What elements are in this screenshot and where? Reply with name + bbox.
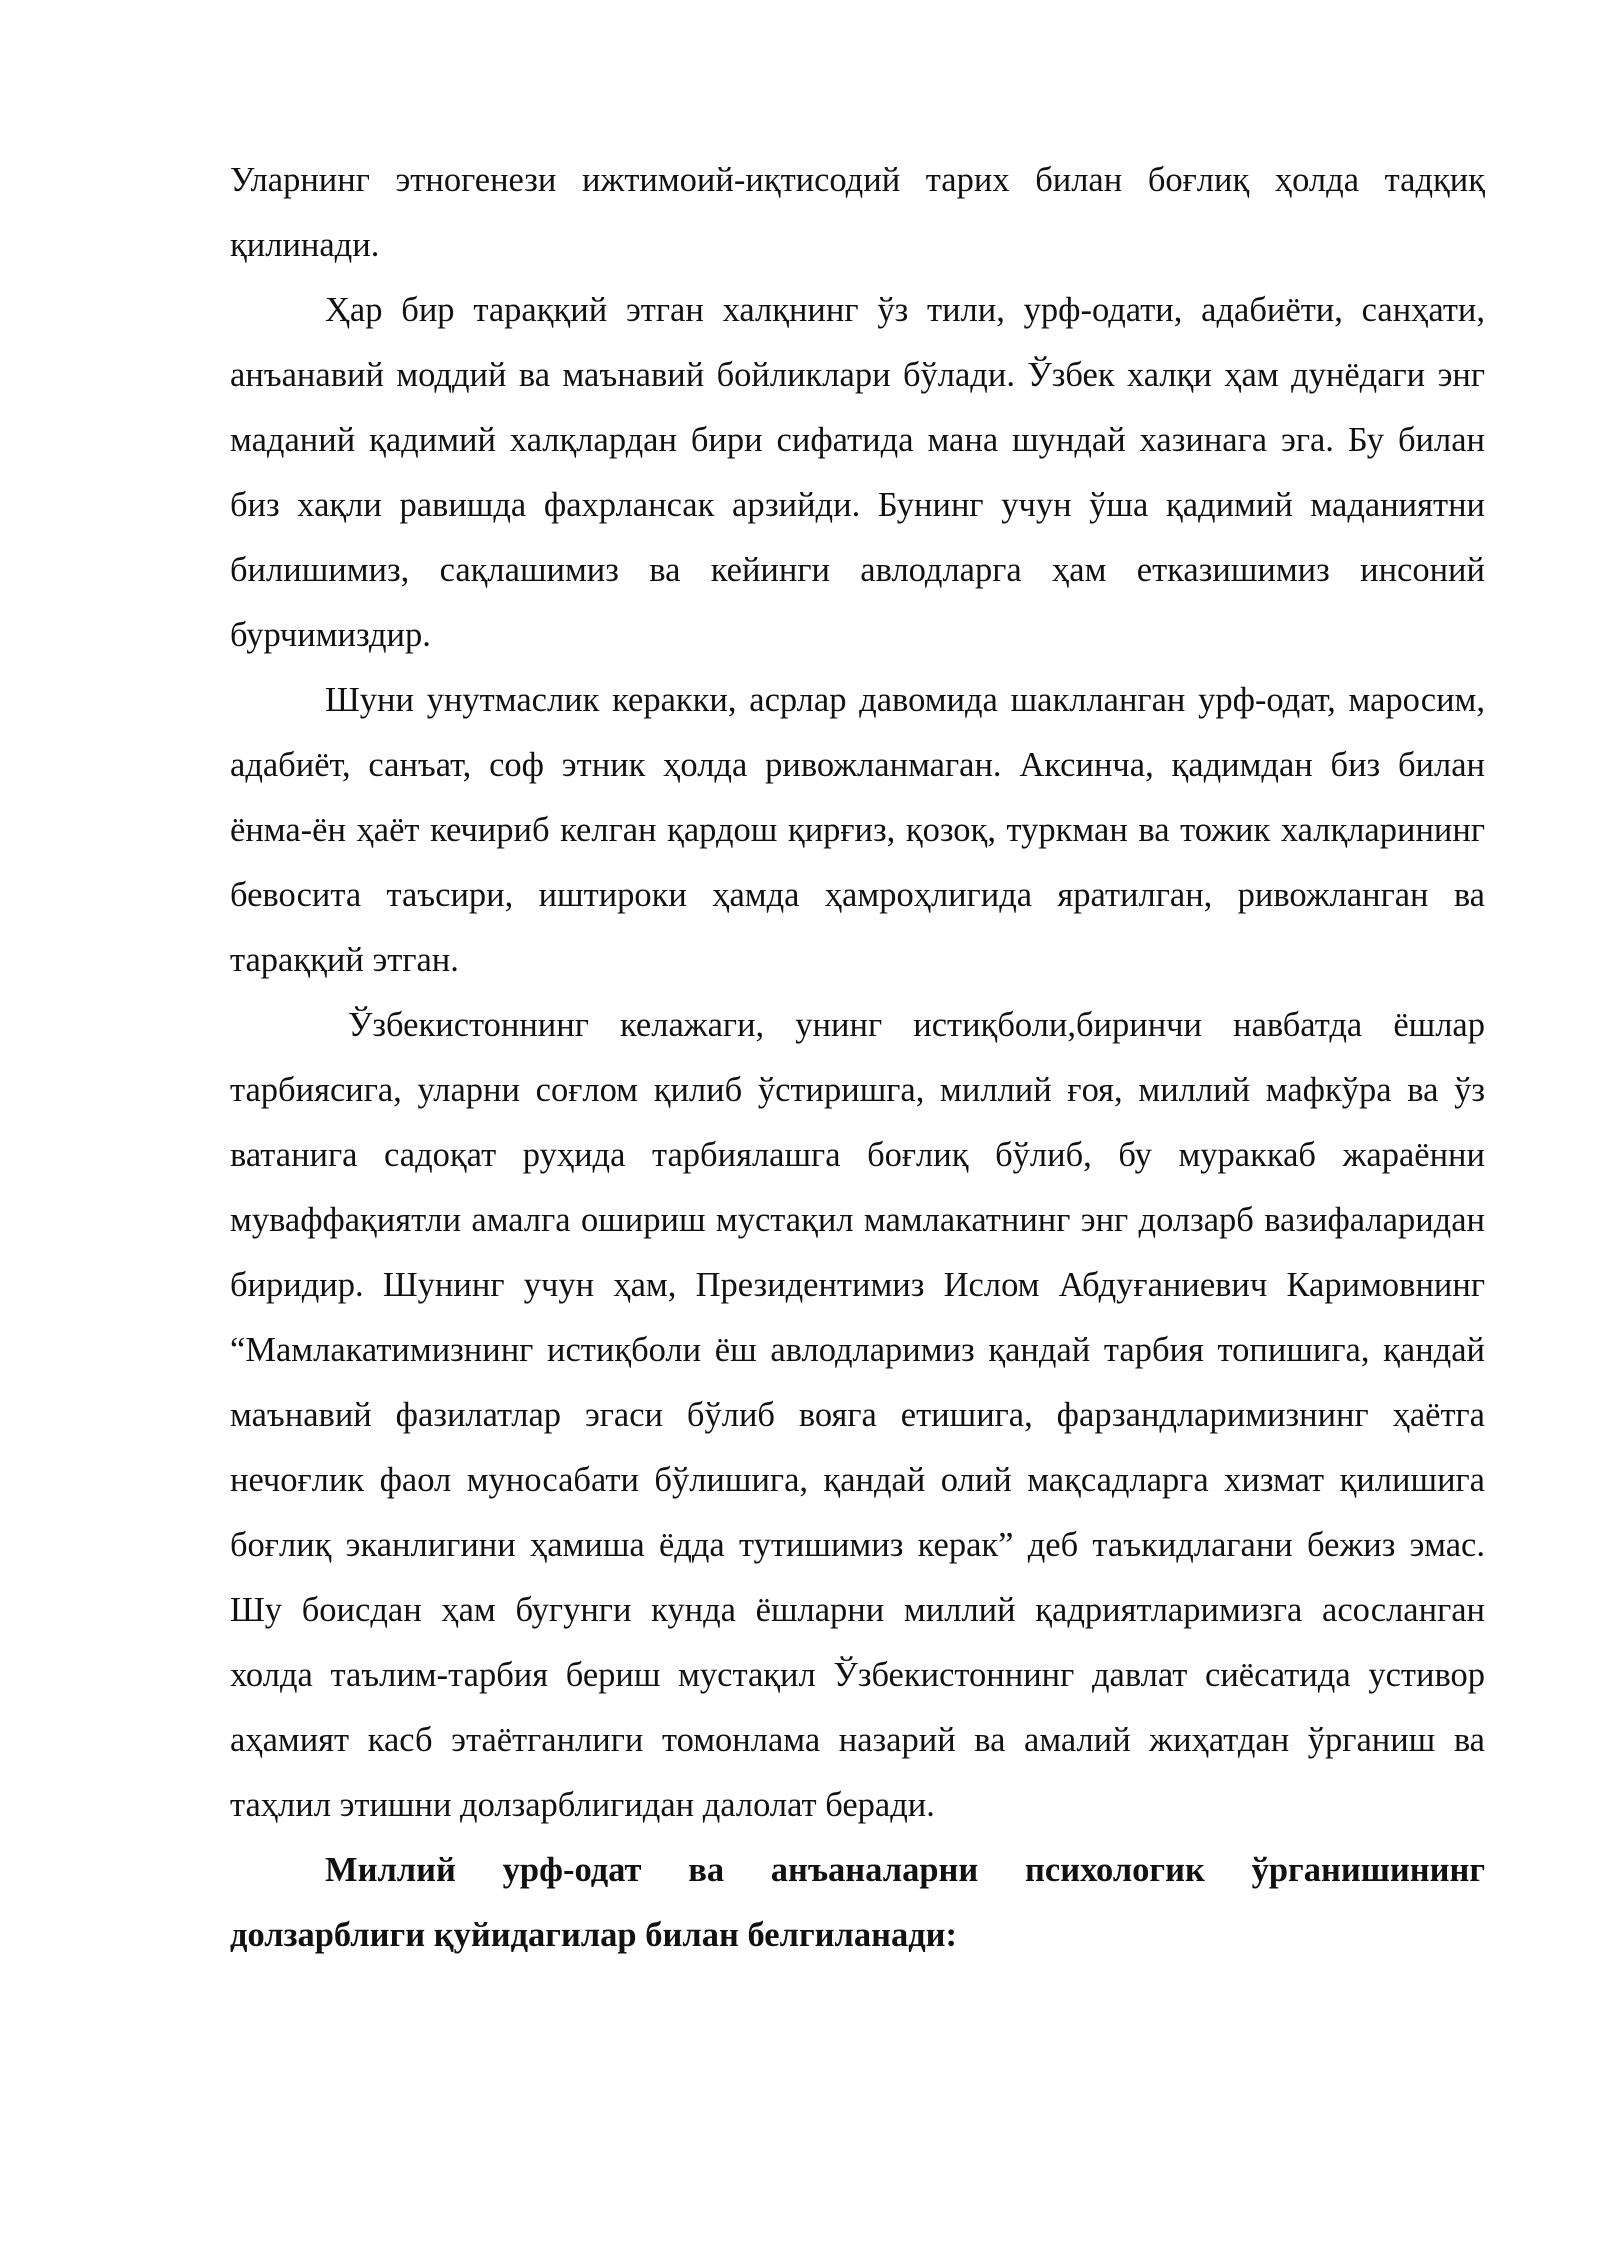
document-body [230,148,1485,1968]
paragraph-bold-heading: Миллий урф-одат ва анъаналарни психологик ўрганишининг долзарблиги қуйидагилар билан белгиланади: [230,1851,1485,1954]
paragraph-youth-education: Ўзбекистоннинг келажаги, унинг истиқболи,биринчи навбатда ёшлар тарбиясига, уларни соғлом қилиб ўстиришга, миллий ғоя, миллий мафкўра ва ўз ватанига садоқат руҳида тарбиялашга боғлиқ бўлиб, бу мураккаб жараённи муваффақиятли амалга ошириш мустақил мамлакатнинг энг долзарб вазифаларидан биридир. Шунинг учун ҳам, Президентимиз Ислом Абдуғаниевич Каримовнинг “Мамлакатимизнинг истиқболи ёш авлодларимиз қандай тарбия топишига, қандай маънавий фазилатлар эгаси бўлиб вояга етишига, фарзандларимизнинг ҳаётга нечоғлик фаол муносабати бўлишига, қандай олий мақсадларга хизмат қилишига боғлиқ эканлигини ҳамиша ёдда тутишимиз керак” деб таъкидлагани бежиз эмас. Шу боисдан ҳам бугунги кунда ёшларни миллий қадриятларимизга асосланган холда таълим-тарбия бериш мустақил Ўзбекистоннинг давлат сиёсатида устивор аҳамият касб этаётганлиги томонлама назарий ва амалий жиҳатдан ўрганиш ва таҳлил этишни долзарблигидан далолат беради. [230,1006,1485,1824]
paragraph-ethnogenesis: Уларнинг этногенези ижтимоий-иқтисодий тарих билан боғлиқ ҳолда тадқиқ қилинади. [230,161,1485,264]
paragraph-cultural-influences: Шуни унутмаслик керакки, асрлар давомида шаклланган урф-одат, маросим, адабиёт, санъат, соф этник ҳолда ривожланмаган. Аксинча, қадимдан биз билан ёнма-ён ҳаёт кечириб келган қардош қирғиз, қозоқ, туркман ва тожик халқларининг бевосита таъсири, иштироки ҳамда ҳамроҳлигида яратилган, ривожланган ва тараққий этган. [230,681,1485,979]
paragraph-uzbek-heritage: Ҳар бир тараққий этган халқнинг ўз тили, урф-одати, адабиёти, санҳати, анъанавий моддий ва маънавий бойликлари бўлади. Ўзбек халқи ҳам дунёдаги энг маданий қадимий халқлардан бири сифатида мана шундай хазинага эга. Бу билан биз хақли равишда фахрлансак арзийди. Бунинг учун ўша қадимий маданиятни билишимиз, сақлашимиз ва кейинги авлодларга ҳам етказишимиз инсоний бурчимиздир. [230,291,1485,654]
